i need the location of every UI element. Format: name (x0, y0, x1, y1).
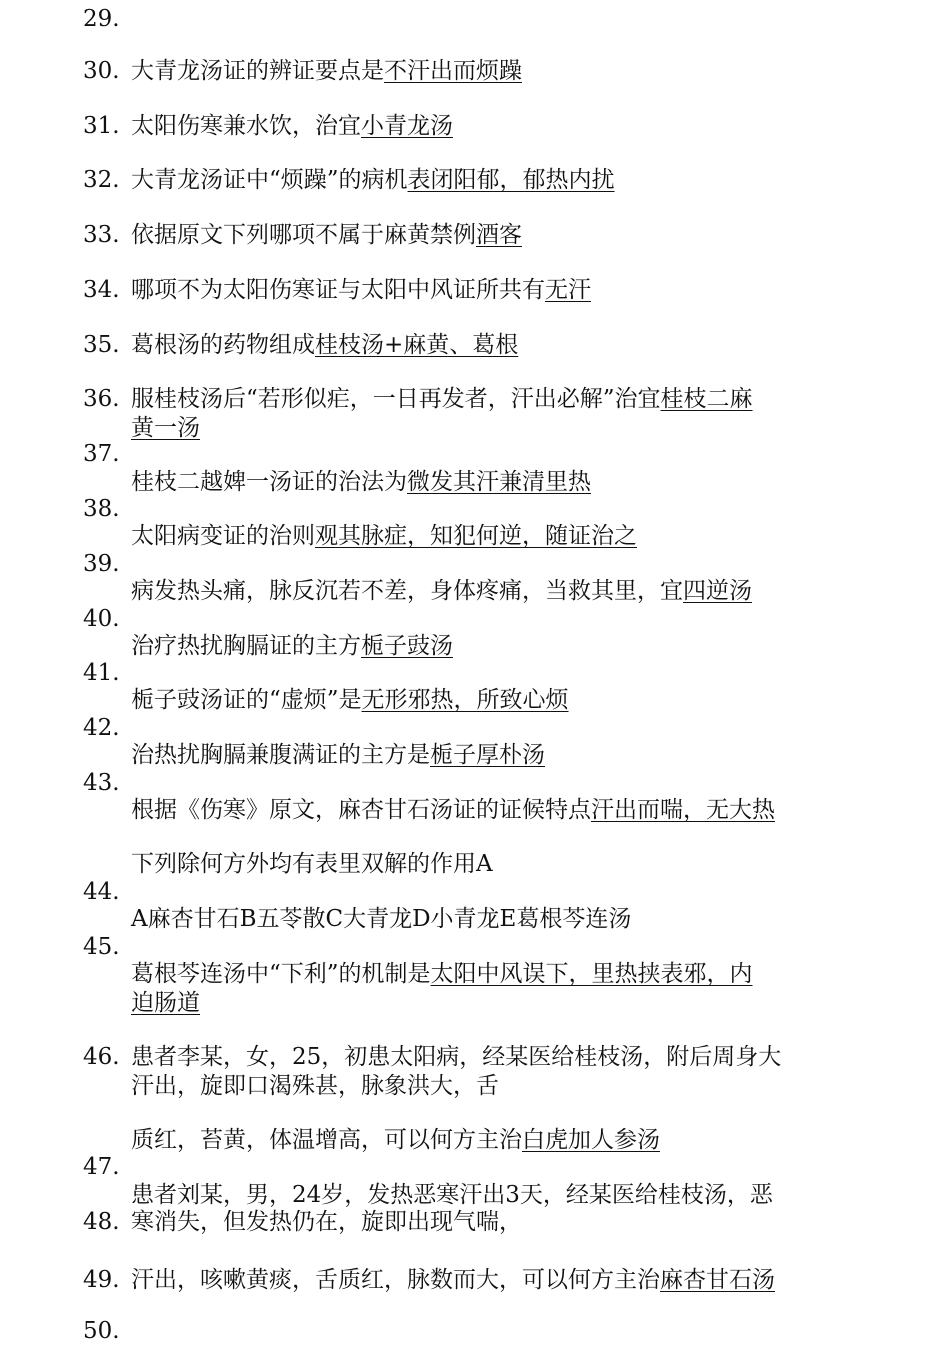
question-46-line3 (131, 1126, 660, 1154)
question-text: 太阳病变证的治则 (131, 523, 315, 549)
question-text: 葛根芩连汤中“下利”的机制是 (131, 961, 431, 987)
question-text: 哪项不为太阳伤寒证与太阳中风证所共有 (131, 277, 545, 303)
question-37 (131, 468, 591, 496)
question-42 (131, 741, 545, 769)
question-31 (131, 112, 453, 140)
answer-text: 桂枝二麻 (660, 386, 753, 412)
question-41 (131, 686, 569, 714)
question-number: 40. (83, 606, 120, 632)
question-44 (131, 850, 493, 878)
question-44-options (131, 905, 631, 933)
question-text: 桂枝二越婢一汤证的治法为 (131, 469, 407, 495)
question-number: 41. (83, 660, 120, 686)
question-number: 35. (83, 332, 120, 358)
answer-text: 白虎加人参汤 (522, 1127, 660, 1153)
question-35 (131, 331, 518, 359)
question-number: 30. (83, 58, 120, 84)
question-text: 葛根汤的药物组成 (131, 332, 315, 358)
question-number: 46. (83, 1044, 120, 1070)
question-number: 42. (83, 715, 120, 741)
question-number: 43. (83, 770, 120, 796)
question-text: 下列除何方外均有表里双解的作用A (131, 851, 493, 877)
question-text: 大青龙汤证的辨证要点是 (131, 58, 384, 84)
answer-text: 微发其汗兼清里热 (407, 469, 591, 495)
question-38 (131, 522, 637, 550)
answer-text: 栀子厚朴汤 (430, 742, 545, 768)
question-45-continued (131, 989, 200, 1017)
question-number: 50. (83, 1318, 120, 1344)
question-47-line3 (131, 1266, 775, 1294)
question-number: 32. (83, 167, 120, 193)
answer-text: 无汗 (545, 277, 591, 303)
question-text: 服桂枝汤后“若形似疟，一日再发者，汗出必解”治宜 (131, 386, 661, 412)
question-30 (131, 57, 522, 85)
question-text: 汗出，咳嗽黄痰，舌质红，脉数而大，可以何方主治 (131, 1267, 660, 1293)
answer-text: 汗出而喘，无大热 (591, 797, 775, 823)
question-text: 根据《伤寒》原文，麻杏甘石汤证的证候特点 (131, 797, 591, 823)
question-32 (131, 166, 615, 194)
question-number: 33. (83, 222, 120, 248)
question-text: 太阳伤寒兼水饮，治宜 (131, 113, 361, 139)
answer-text: 酒客 (476, 222, 522, 248)
question-47 (131, 1181, 773, 1209)
question-47-line2 (131, 1208, 522, 1236)
answer-text: 无形邪热，所致心烦 (361, 687, 569, 713)
question-46 (131, 1043, 781, 1071)
answer-text: 小青龙汤 (361, 113, 453, 139)
question-number: 37. (83, 441, 120, 467)
answer-text: 桂枝汤+麻黄、葛根 (315, 332, 519, 358)
question-number: 44. (83, 879, 120, 905)
question-39 (131, 577, 752, 605)
question-text: 质红，苔黄，体温增高，可以何方主治 (131, 1127, 522, 1153)
question-number: 36. (83, 386, 120, 412)
question-36-continued (131, 414, 200, 442)
answer-text: 观其脉症，知犯何逆，随证治之 (315, 523, 637, 549)
question-text: 治疗热扰胸膈证的主方 (131, 633, 361, 659)
question-text: 依据原文下列哪项不属于麻黄禁例 (131, 222, 476, 248)
question-40 (131, 632, 453, 660)
question-number: 34. (83, 277, 120, 303)
question-text: 患者李某，女，25，初患太阳病，经某医给桂枝汤，附后周身大 (131, 1044, 782, 1070)
question-43 (131, 796, 775, 824)
question-number: 31. (83, 113, 120, 139)
question-text: 病发热头痛，脉反沉若不差，身体疼痛，当救其里，宜 (131, 578, 683, 604)
question-34 (131, 276, 591, 304)
question-text: 栀子豉汤证的“虚烦”是 (131, 687, 362, 713)
question-text: 寒消失，但发热仍在，旋即出现气喘， (131, 1209, 522, 1235)
question-36 (131, 385, 753, 413)
question-number: 47. (83, 1154, 120, 1180)
question-number: 29. (83, 6, 120, 32)
question-text: 大青龙汤证中“烦躁”的病机 (131, 167, 408, 193)
question-number: 45. (83, 934, 120, 960)
answer-text: 太阳中风误下，里热挟表邪，内 (430, 961, 753, 987)
answer-text: 栀子豉汤 (361, 633, 453, 659)
question-33 (131, 221, 522, 249)
question-text: 患者刘某，男，24岁，发热恶寒汗出3天，经某医给桂枝汤，恶 (131, 1182, 773, 1208)
question-text: 治热扰胸膈兼腹满证的主方是 (131, 742, 430, 768)
question-46-line2 (131, 1072, 499, 1100)
answer-text: 表闭阳郁，郁热内扰 (407, 167, 615, 193)
question-number: 49. (83, 1267, 120, 1293)
question-number: 39. (83, 551, 120, 577)
answer-text: 四逆汤 (683, 578, 752, 604)
question-45 (131, 960, 753, 988)
question-number: 48. (83, 1209, 120, 1235)
question-number: 38. (83, 496, 120, 522)
question-text: 汗出，旋即口渴殊甚，脉象洪大，舌 (131, 1073, 499, 1099)
answer-text: 黄一汤 (131, 415, 200, 441)
answer-text: 不汗出而烦躁 (384, 58, 522, 84)
answer-text: 迫肠道 (131, 990, 200, 1016)
answer-text: 麻杏甘石汤 (660, 1267, 775, 1293)
options-text: A麻杏甘石B五苓散C大青龙D小青龙E葛根芩连汤 (131, 906, 632, 932)
